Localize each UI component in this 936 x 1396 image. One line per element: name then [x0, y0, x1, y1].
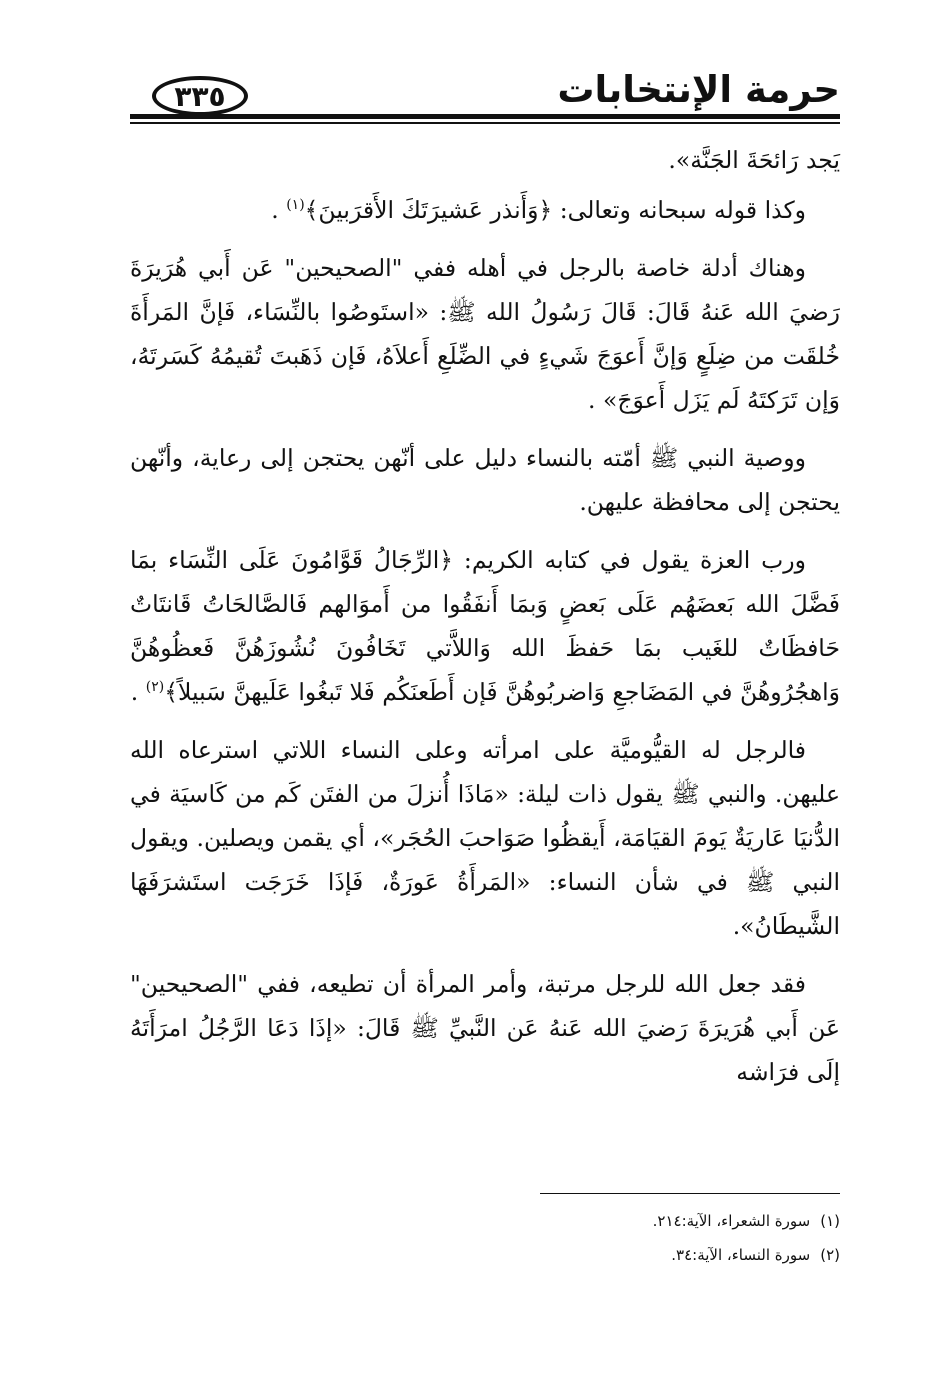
footnotes — [500, 1204, 840, 1272]
footnote-separator — [540, 1193, 840, 1194]
footnote-ref: (١) — [286, 197, 305, 214]
paragraph: يَجد رَائحَةَ الجَنَّة». — [668, 146, 840, 174]
paragraph-text: وكذا قوله سبحانه وتعالى: ﴿وَأَنذر عَشيرَتَكَ الأَقرَبينَ﴾ — [304, 196, 806, 224]
paragraph: فالرجل له القيُّوميَّة على امرأته وعلى النساء اللاتي استرعاه الله عليهن. والنبي ﷺ يقول ذات ليلة: «مَاذَا أُنزلَ من الفتَن كَم من كَاسيَة في الدُّنيَا عَاريَةٌ يَومَ القيَامَة، أَيقظُوا صَوَاحبَ الحُجَر»، أي يقمن ويصلين. ويقول النبي ﷺ في شأن النساء: «المَرأَةُ عَورَةٌ، فَإذَا خَرَجَت استَشرَفَهَا الشَّيطَانُ». — [130, 736, 840, 940]
paragraph: ورب العزة يقول في كتابه الكريم: ﴿الرِّجَالُ قَوَّامُونَ عَلَى النِّسَاء بمَا فَضَّلَ الله بَعضَهُم عَلَى بَعضٍ وَبمَا أَنفَقُوا من أَموَالهم فَالصَّالحَاتُ قَانتَاتٌ حَافظَاتٌ للغَيب بمَا حَفظَ الله وَاللاَّتي تَخَافُونَ نُشُوزَهُنَّ فَعظُوهُنَّ وَاهجُرُوهُنَّ في المَضَاجعِ وَاضربُوهُنَّ فَإن أَطَعنَكُم فَلا تَبغُوا عَلَيهنَّ سَبيلاً﴾$^{(٢)}$ . — [130, 546, 840, 706]
footnote — [500, 1238, 840, 1272]
footnote-text: سورة الشعراء، الآية:٢١٤. — [652, 1212, 811, 1230]
paragraph: وهناك أدلة خاصة بالرجل في أهله ففي "الصحيحين" عَن أَبي هُرَيرَةَ رَضيَ الله عَنهُ قَالَ: قَالَ رَسُولُ الله ﷺ: «استَوصُوا بالنِّسَاء، فَإنَّ المَرأَةَ خُلقَت من ضِلَعٍ وَإنَّ أَعوَجَ شَيءٍ في الضِّلَعِ أَعلاَهُ، فَإن ذَهَبتَ تُقيمُهُ كَسَرتَهُ، وَإن تَرَكتَهُ لَم يَزَل أَعوَجَ» . — [130, 254, 840, 414]
footnote-number: (٢) — [820, 1246, 840, 1264]
running-title: حرمة الإنتخابات — [557, 68, 840, 111]
footnote-number: (١) — [820, 1212, 840, 1230]
paragraph: وكذا قوله سبحانه وتعالى: ﴿وَأَنذر عَشيرَتَكَ الأَقرَبينَ﴾$^{(١)}$ . — [271, 196, 806, 224]
page-number-badge: ٣٣٥ — [152, 76, 248, 116]
paragraph-text: ورب العزة يقول في كتابه الكريم: ﴿الرِّجَالُ قَوَّامُونَ عَلَى النِّسَاء بمَا فَضَّلَ الله بَعضَهُم عَلَى بَعضٍ وَبمَا أَنفَقُوا من أَموَالهم فَالصَّالحَاتُ قَانتَاتٌ حَافظَاتٌ للغَيب بمَا حَفظَ الله وَاللاَّتي تَخَافُونَ نُشُوزَهُنَّ فَعظُوهُنَّ وَاهجُرُوهُنَّ في المَضَاجعِ وَاضربُوهُنَّ فَإن أَطَعنَكُم فَلا تَبغُوا عَلَيهنَّ سَبيلاً﴾ — [130, 546, 840, 706]
footnote — [500, 1204, 840, 1238]
header-rule-thin — [130, 122, 840, 124]
footnote-ref: (٢) — [145, 679, 165, 696]
paragraph: فقد جعل الله للرجل مرتبة، وأمر المرأة أن تطيعه، ففي "الصحيحين" عَن أَبي هُرَيرَةَ رَضيَ الله عَنهُ عَن النَّبيِّ ﷺ قَالَ: «إذَا دَعَا الرَّجُلُ امرَأَتَهُ إلَى فرَاشه — [130, 970, 840, 1086]
header-rule-thick — [130, 114, 840, 119]
paragraph: ووصية النبي ﷺ أمّته بالنساء دليل على أنّهن يحتجن إلى رعاية، وأنّهن يحتجن إلى محافظة عليهن. — [130, 444, 840, 516]
footnote-text: سورة النساء، الآية:٣٤. — [671, 1246, 811, 1264]
body-text — [130, 138, 840, 1108]
